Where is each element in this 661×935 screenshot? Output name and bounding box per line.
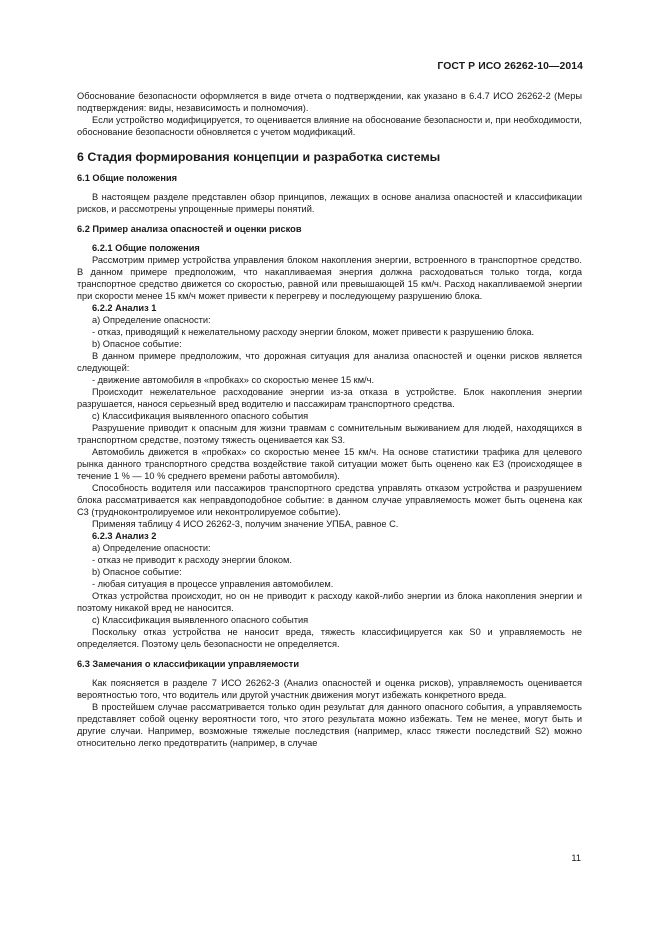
list-item: b) Опасное событие:	[92, 339, 182, 349]
subsection-heading: 6.2 Пример анализа опасностей и оценки рисков	[77, 224, 302, 234]
paragraph: Поскольку отказ устройства не наносит вреда, тяжесть классифицируется как S0 и управляемость не определяется. Поэтому цель безопасности не определяется.	[77, 627, 582, 649]
paragraph: В настоящем разделе представлен обзор принципов, лежащих в основе анализа опасностей и классификации рисков, и рассмотрены упрощенные примеры понятий.	[77, 192, 582, 214]
list-item: c) Классификация выявленного опасного события	[92, 411, 309, 421]
list-item: c) Классификация выявленного опасного события	[92, 615, 309, 625]
list-item: - движение автомобиля в «пробках» со скоростью менее 15 км/ч.	[92, 375, 375, 385]
paragraph: В данном примере предположим, что дорожная ситуация для анализа опасностей и оценки рисков является следующей:	[77, 351, 582, 373]
paragraph: Применяя таблицу 4 ИСО 26262-3, получим значение УПБА, равное С.	[92, 519, 399, 529]
page-number: 11	[571, 853, 581, 863]
list-item: - любая ситуация в процессе управления автомобилем.	[92, 579, 334, 589]
paragraph: Отказ устройства происходит, но он не приводит к расходу какой-либо энергии из блока накопления энергии и поэтому никакой вред не наносится.	[77, 591, 582, 613]
paragraph: Как поясняется в разделе 7 ИСО 26262-3 (Анализ опасностей и оценка рисков), управляемость оценивается вероятностью того, что водитель или другой участник движения могут избежать конкретного вреда.	[77, 678, 582, 700]
subsection-heading: 6.1 Общие положения	[77, 173, 178, 183]
paragraph: Обоснование безопасности оформляется в виде отчета о подтверждении, как указано в 6.4.7 ИСО 26262-2 (Меры подтверждения: виды, независимость и полномочия).	[77, 91, 582, 113]
list-item: - отказ, приводящий к нежелательному расходу энергии блоком, может привести к разрушению блока.	[92, 327, 535, 337]
paragraph: Если устройство модифицируется, то оценивается влияние на обоснование безопасности и, при необходимости, обоснование безопасности обновляется с учетом модификаций.	[77, 115, 582, 137]
clause-heading: 6.2.3 Анализ 2	[92, 531, 157, 541]
list-item: b) Опасное событие:	[92, 567, 182, 577]
list-item: - отказ не приводит к расходу энергии блоком.	[92, 555, 292, 565]
clause-heading: 6.2.1 Общие положения	[92, 243, 200, 253]
paragraph: Происходит нежелательное расходование энергии из-за отказа в устройстве. Блок накопления энергии разрушается, нанося серьезный вред водителю и пассажирам транспортного средства.	[77, 387, 582, 409]
document-body	[77, 90, 582, 749]
subsection-heading: 6.3 Замечания о классификации управляемости	[77, 659, 300, 669]
section-heading: 6 Стадия формирования концепции и разработка системы	[77, 150, 441, 164]
document-header-code: ГОСТ Р ИСО 26262-10—2014	[437, 61, 583, 72]
paragraph: Автомобиль движется в «пробках» со скоростью менее 15 км/ч. На основе статистики трафика для целевого рынка данного транспортного средства воздействие такой ситуации может быть оценено как Е3 (происходящее в течение 1 % — 10 % среднего времени работы автомобиля).	[77, 447, 582, 481]
paragraph: В простейшем случае рассматривается только один результат для данного опасного события, а управляемость представляет собой оценку вероятности того, что этого результата можно избежать. Тем не менее, могут быть и другие случаи. Например, возможные тяжелые последствия (например, класс тяжести последствий S2) можно относительно легко предотвратить (например, в случае	[77, 702, 582, 748]
paragraph: Рассмотрим пример устройства управления блоком накопления энергии, встроенного в транспортное средство. В данном примере предположим, что накапливаемая энергия должна расходоваться только тогда, когда транспортное средство движется со скоростью, равной или превышающей 15 км/ч. Расход накапливаемой энергии при скорости менее 15 км/ч может привести к перегреву и последующему разрушению блока.	[77, 255, 582, 301]
list-item: a) Определение опасности:	[92, 543, 211, 553]
paragraph: Способность водителя или пассажиров транспортного средства управлять отказом устройства и разрушением блока рассматривается как неправдоподобное событие: в данном случае управляемость может быть оценена как С3 (трудноконтролируемое или неконтролируемое событие).	[77, 483, 582, 517]
clause-heading: 6.2.2 Анализ 1	[92, 303, 157, 313]
paragraph: Разрушение приводит к опасным для жизни травмам с сомнительным выживанием для людей, находящихся в транспортном средстве, поэтому тяжесть оценивается как S3.	[77, 423, 582, 445]
list-item: a) Определение опасности:	[92, 315, 211, 325]
